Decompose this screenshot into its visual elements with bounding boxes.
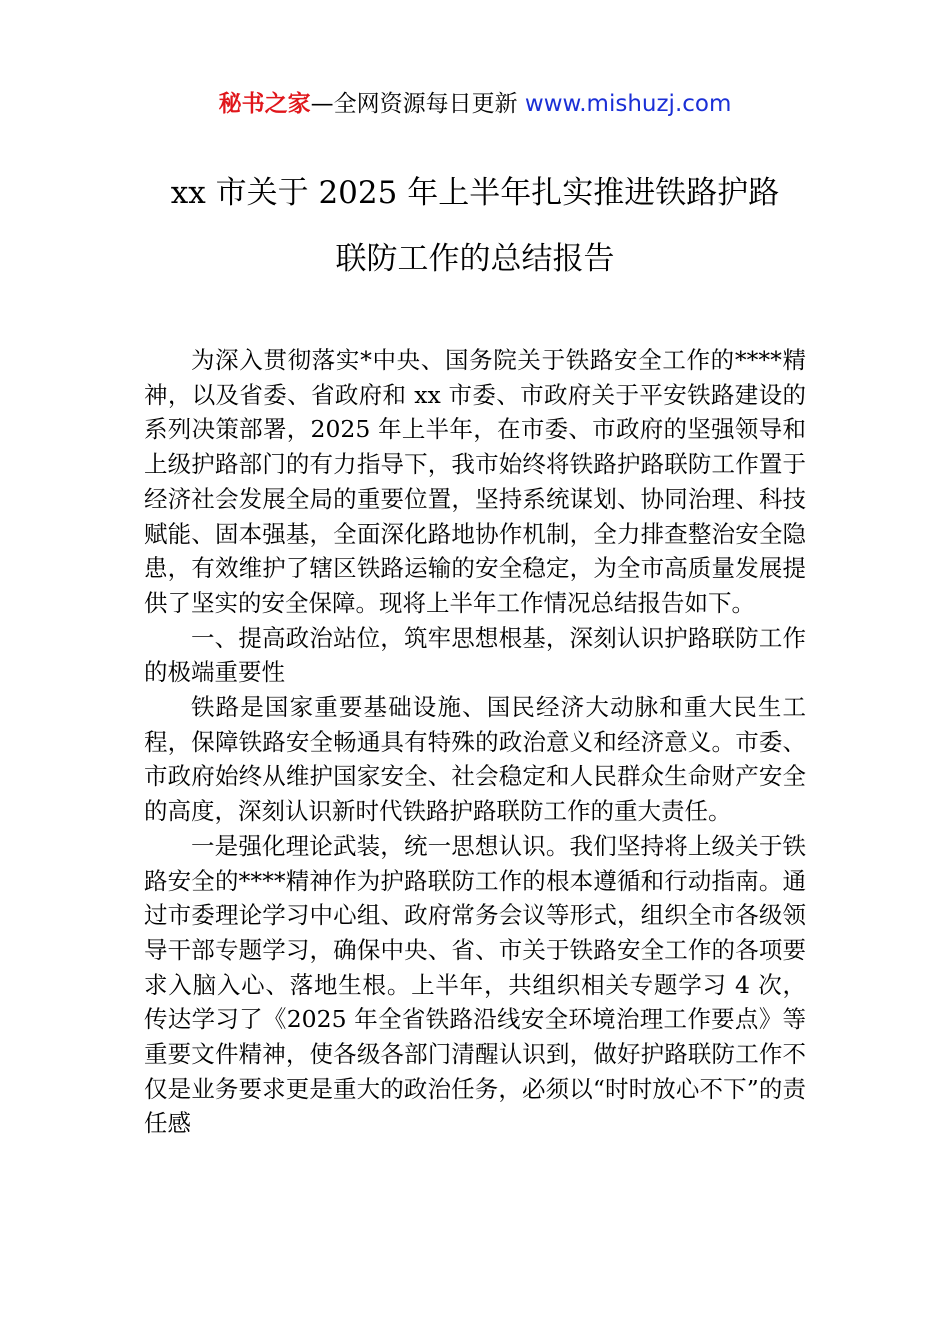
document-title xyxy=(100,160,850,292)
paragraph-point-1: 一是强化理论武装，统一思想认识。我们坚持将上级关于铁路安全的****精神作为护路联防工作的根本遵循和行动指南。通过市委理论学习中心组、政府常务会议等形式，组织全市各级领导干部专题学习，确保中央、省、市关于铁路安全工作的各项要求入脑入心、落地生根。上半年，共组织相关专题学习 4 次，传达学习了《2025 年全省铁路沿线安全环境治理工作要点》等重要文件精神，使各级各部门清醒认识到，做好护路联防工作不仅是业务要求更是重大的政治任务，必须以“时时放心不下”的责任感 xyxy=(144,831,806,1138)
paragraph-intro: 为深入贯彻落实*中央、国务院关于铁路安全工作的****精神，以及省委、省政府和 xx 市委、市政府关于平安铁路建设的系列决策部署，2025 年上半年，在市委、市政府的坚强领导和上级护路部门的有力指导下，我市始终将铁路护路联防工作置于经济社会发展全局的重要位置，坚持系统谋划、协同治理、科技赋能、固本强基，全面深化路地协作机制，全力排查整治安全隐患，有效维护了辖区铁路运输的安全稳定，为全市高质量发展提供了坚实的安全保障。现将上半年工作情况总结报告如下。 xyxy=(144,346,806,617)
site-url[interactable]: www.mishuzj.com xyxy=(524,91,732,117)
section-heading-1: 一、提高政治站位，筑牢思想根基，深刻认识护路联防工作的极端重要性 xyxy=(144,623,806,687)
brand-name: 秘书之家 xyxy=(218,91,311,117)
site-header xyxy=(0,86,950,122)
title-line-1: xx 市关于 2025 年上半年扎实推进铁路护路 xyxy=(170,175,780,211)
paragraph-section-1: 铁路是国家重要基础设施、国民经济大动脉和重大民生工程，保障铁路安全畅通具有特殊的政治意义和经济意义。市委、市政府始终从维护国家安全、社会稳定和人民群众生命财产安全的高度，深刻认识新时代铁路护路联防工作的重大责任。 xyxy=(144,693,806,826)
title-line-2: 联防工作的总结报告 xyxy=(335,241,615,277)
header-slogan: —全网资源每日更新 xyxy=(310,91,525,117)
document-body xyxy=(144,343,806,1141)
